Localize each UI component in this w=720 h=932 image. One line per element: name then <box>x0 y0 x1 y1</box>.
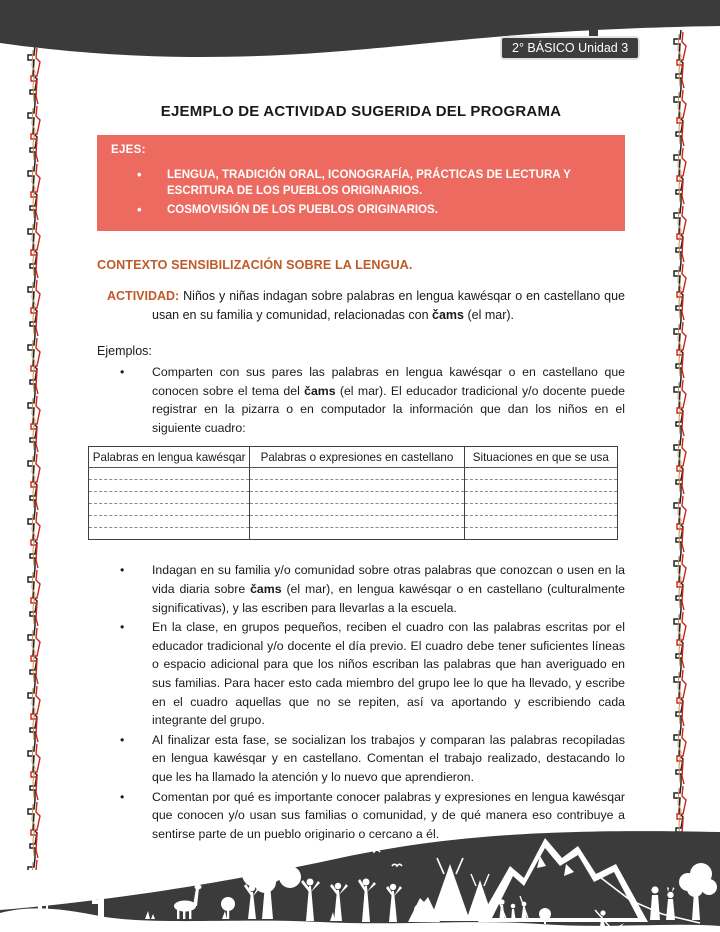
table-empty-row <box>89 480 618 492</box>
bullet-bold-word: čams <box>304 383 336 398</box>
context-heading: CONTEXTO SENSIBILIZACIÓN SOBRE LA LENGUA. <box>97 258 413 272</box>
activity-steps-list <box>97 561 625 843</box>
table-empty-row <box>89 528 618 540</box>
bullet-item <box>97 363 625 437</box>
unit-badge: 2° BÁSICO Unidad 3 <box>500 36 640 60</box>
ejes-item: • LENGUA, TRADICIÓN ORAL, ICONOGRAFÍA, PRÁCTICAS DE LECTURA Y ESCRITURA DE LOS PUEBLOS ORIGINARIOS. <box>111 167 611 199</box>
landscape-silhouette-illustration <box>0 822 720 932</box>
table-empty-row <box>89 492 618 504</box>
ejes-item: • COSMOVISIÓN DE LOS PUEBLOS ORIGINARIOS. <box>111 202 611 218</box>
bullet-item: • En la clase, en grupos pequeños, reciben el cuadro con las palabras escritas por el educador tradicional y/o docente el día previo. El cuadro debe tener suficientes líneas o espacio adicional para que los niños escriban las palabras que han averiguado en sus familias. Para hacer esto cada miembro del grupo lee lo que ha llevado, y escribe en el cuadro aquellas que no se repiten, así va aportando y escribiendo cada integrante del grupo. <box>97 618 625 730</box>
activity-text: Niños y niñas indagan sobre palabras en lengua kawésqar o en castellano que usan en su familia y comunidad, relacionadas con <box>152 289 625 322</box>
table-header-kawesqar: Palabras en lengua kawésqar <box>89 447 250 468</box>
bullet-item <box>97 561 625 617</box>
bullet-bold-word: čams <box>250 581 282 596</box>
vocabulary-table <box>88 446 618 540</box>
activity-text: (el mar). <box>464 308 515 322</box>
table-empty-row <box>89 504 618 516</box>
bullet-text: (el mar). El educador tradicional y/o docente puede registrar en la pizarra o en computador la información que dan los niños en el siguiente cuadro: <box>152 383 625 435</box>
page-title: EJEMPLO DE ACTIVIDAD SUGERIDA DEL PROGRAMA <box>160 103 562 120</box>
activity-paragraph <box>97 287 625 325</box>
examples-label: Ejemplos: <box>97 344 152 358</box>
ejes-box <box>97 135 625 231</box>
activity-label: ACTIVIDAD: <box>107 289 180 303</box>
bullet-item: • Comentan por qué es importante conocer palabras y expresiones en lengua kawésqar que conocen y/o usan sus familias o comunidad, y de qué manera eso contribuye a sentirse parte de un pueblo originario o cercano a él. <box>97 788 625 844</box>
table-header-row <box>89 447 618 468</box>
bullet-text: Indagan en su familia y/o comunidad sobre otras palabras que conozcan o usen en la vida diaria sobre <box>152 563 625 596</box>
document-content <box>92 103 625 843</box>
table-header-castellano: Palabras o expresiones en castellano <box>250 447 464 468</box>
bullet-text: Comparten con sus pares las palabras en lengua kawésqar o en castellano que conocen sobre el tema del <box>152 365 625 398</box>
activity-bold-word: čams <box>432 308 465 322</box>
right-border-zigzag-pattern <box>668 30 694 864</box>
table-empty-row <box>89 516 618 528</box>
left-border-zigzag-pattern <box>20 46 46 870</box>
bullet-text: (el mar), en lengua kawésqar o en castellano (culturalmente significativas), y las escriben para llevarlas a la escuela. <box>152 581 625 615</box>
example-bullet-list <box>97 363 625 437</box>
table-empty-row <box>89 468 618 480</box>
table-header-situaciones: Situaciones en que se usa <box>464 447 617 468</box>
ejes-list <box>111 167 611 218</box>
ejes-heading: EJES: <box>111 144 146 156</box>
bullet-item: • Al finalizar esta fase, se socializan los trabajos y comparan las palabras recopiladas en lengua kawésqar y en castellano. Comentan el trabajo realizado, destacando lo que les ha llamado la atención y lo nuevo que aprendieron. <box>97 731 625 787</box>
